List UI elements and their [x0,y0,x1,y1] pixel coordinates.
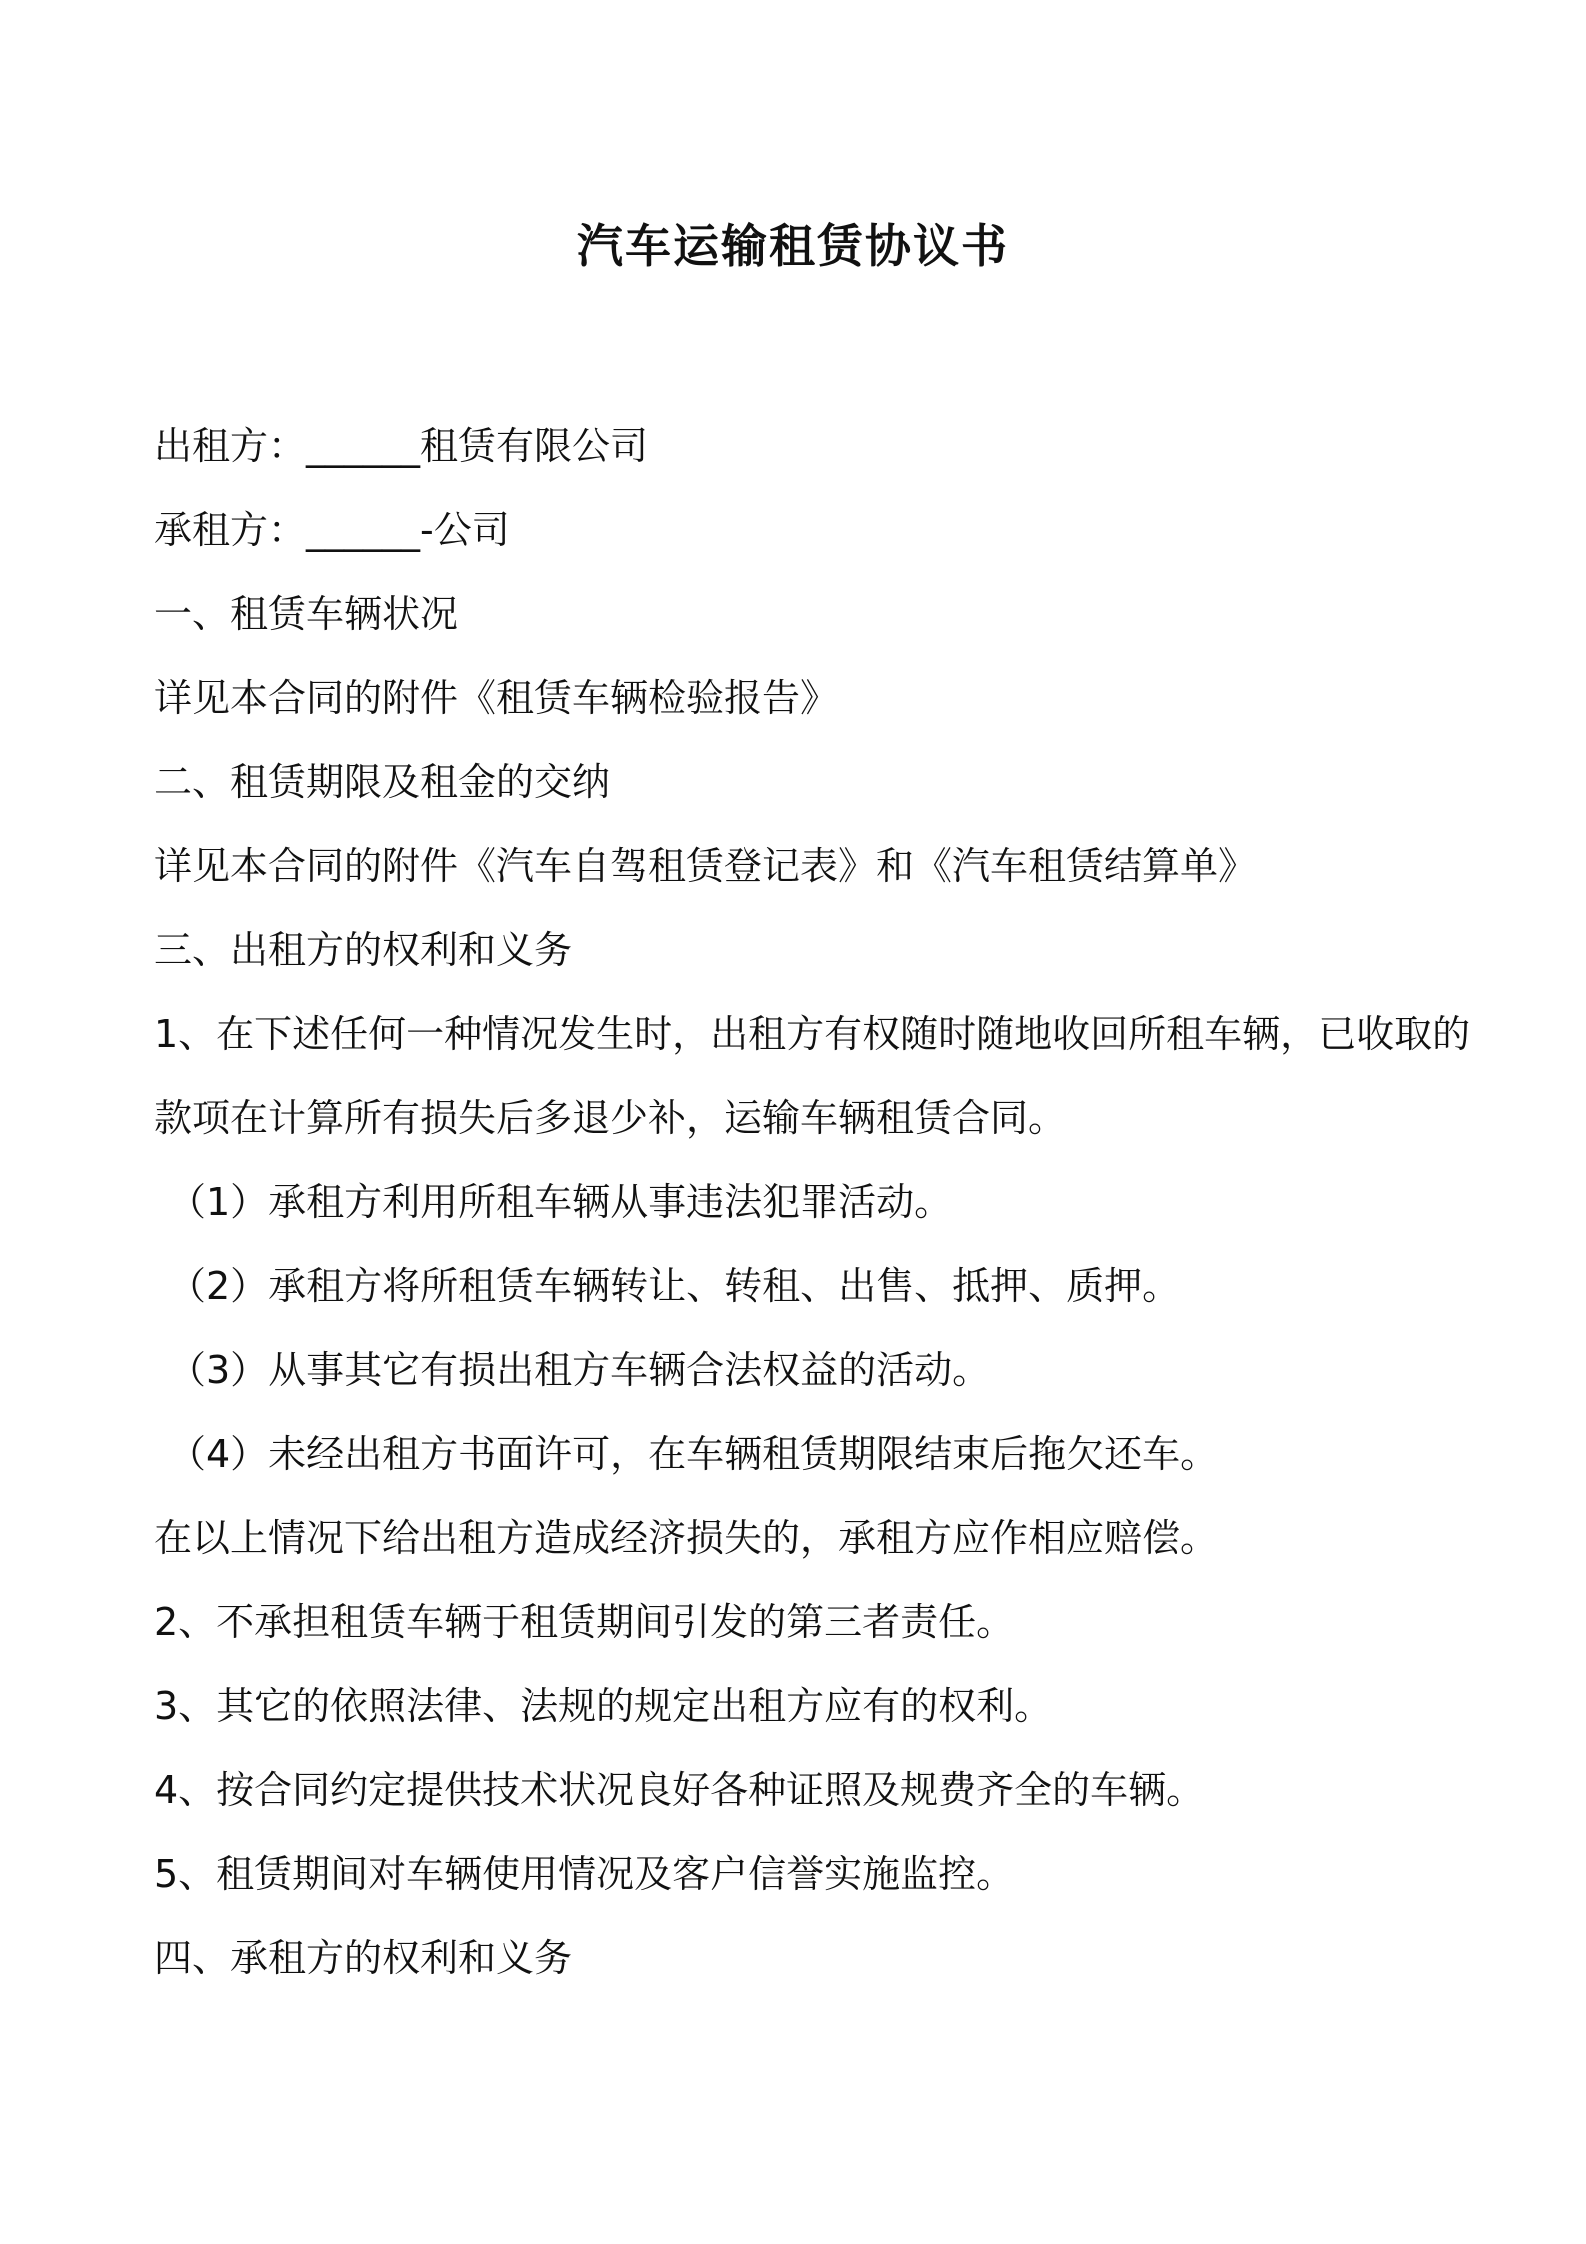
section-heading-4: 四、承租方的权利和义务 [154,1936,573,1980]
clause-4: 4、按合同约定提供技术状况良好各种证照及规费齐全的车辆。 [154,1768,1205,1812]
paragraph: 详见本合同的附件《租赁车辆检验报告》 [154,676,839,720]
clause-1-line-2: 款项在计算所有损失后多退少补，运输车辆租赁合同。 [154,1096,1067,1140]
clause-3: 3、其它的依照法律、法规的规定出租方应有的权利。 [154,1684,1053,1728]
clause-1-line-1: 1、在下述任何一种情况发生时，出租方有权随时随地收回所租车辆，已收取的 [154,1012,1471,1056]
lessee-line: 承租方：______-公司 [154,508,510,552]
paragraph: 详见本合同的附件《汽车自驾租赁登记表》和《汽车租赁结算单》 [154,844,1257,888]
clause-2: 2、不承担租赁车辆于租赁期间引发的第三者责任。 [154,1600,1015,1644]
document-title: 汽车运输租赁协议书 [577,219,1009,273]
lessor-line: 出租方：______租赁有限公司 [154,424,649,468]
sub-item-2: （2）承租方将所租赁车辆转让、转租、出售、抵押、质押。 [168,1264,1181,1308]
sub-item-3: （3）从事其它有损出租方车辆合法权益的活动。 [168,1348,991,1392]
section-heading-1: 一、租赁车辆状况 [154,592,459,636]
clause-5: 5、租赁期间对车辆使用情况及客户信誉实施监控。 [154,1852,1015,1896]
sub-item-1: （1）承租方利用所租车辆从事违法犯罪活动。 [168,1180,953,1224]
paragraph: 在以上情况下给出租方造成经济损失的，承租方应作相应赔偿。 [154,1516,1219,1560]
section-heading-3: 三、出租方的权利和义务 [154,928,573,972]
section-heading-2: 二、租赁期限及租金的交纳 [154,760,611,804]
sub-item-4: （4）未经出租方书面许可，在车辆租赁期限结束后拖欠还车。 [168,1432,1219,1476]
document-body [154,404,1471,2000]
